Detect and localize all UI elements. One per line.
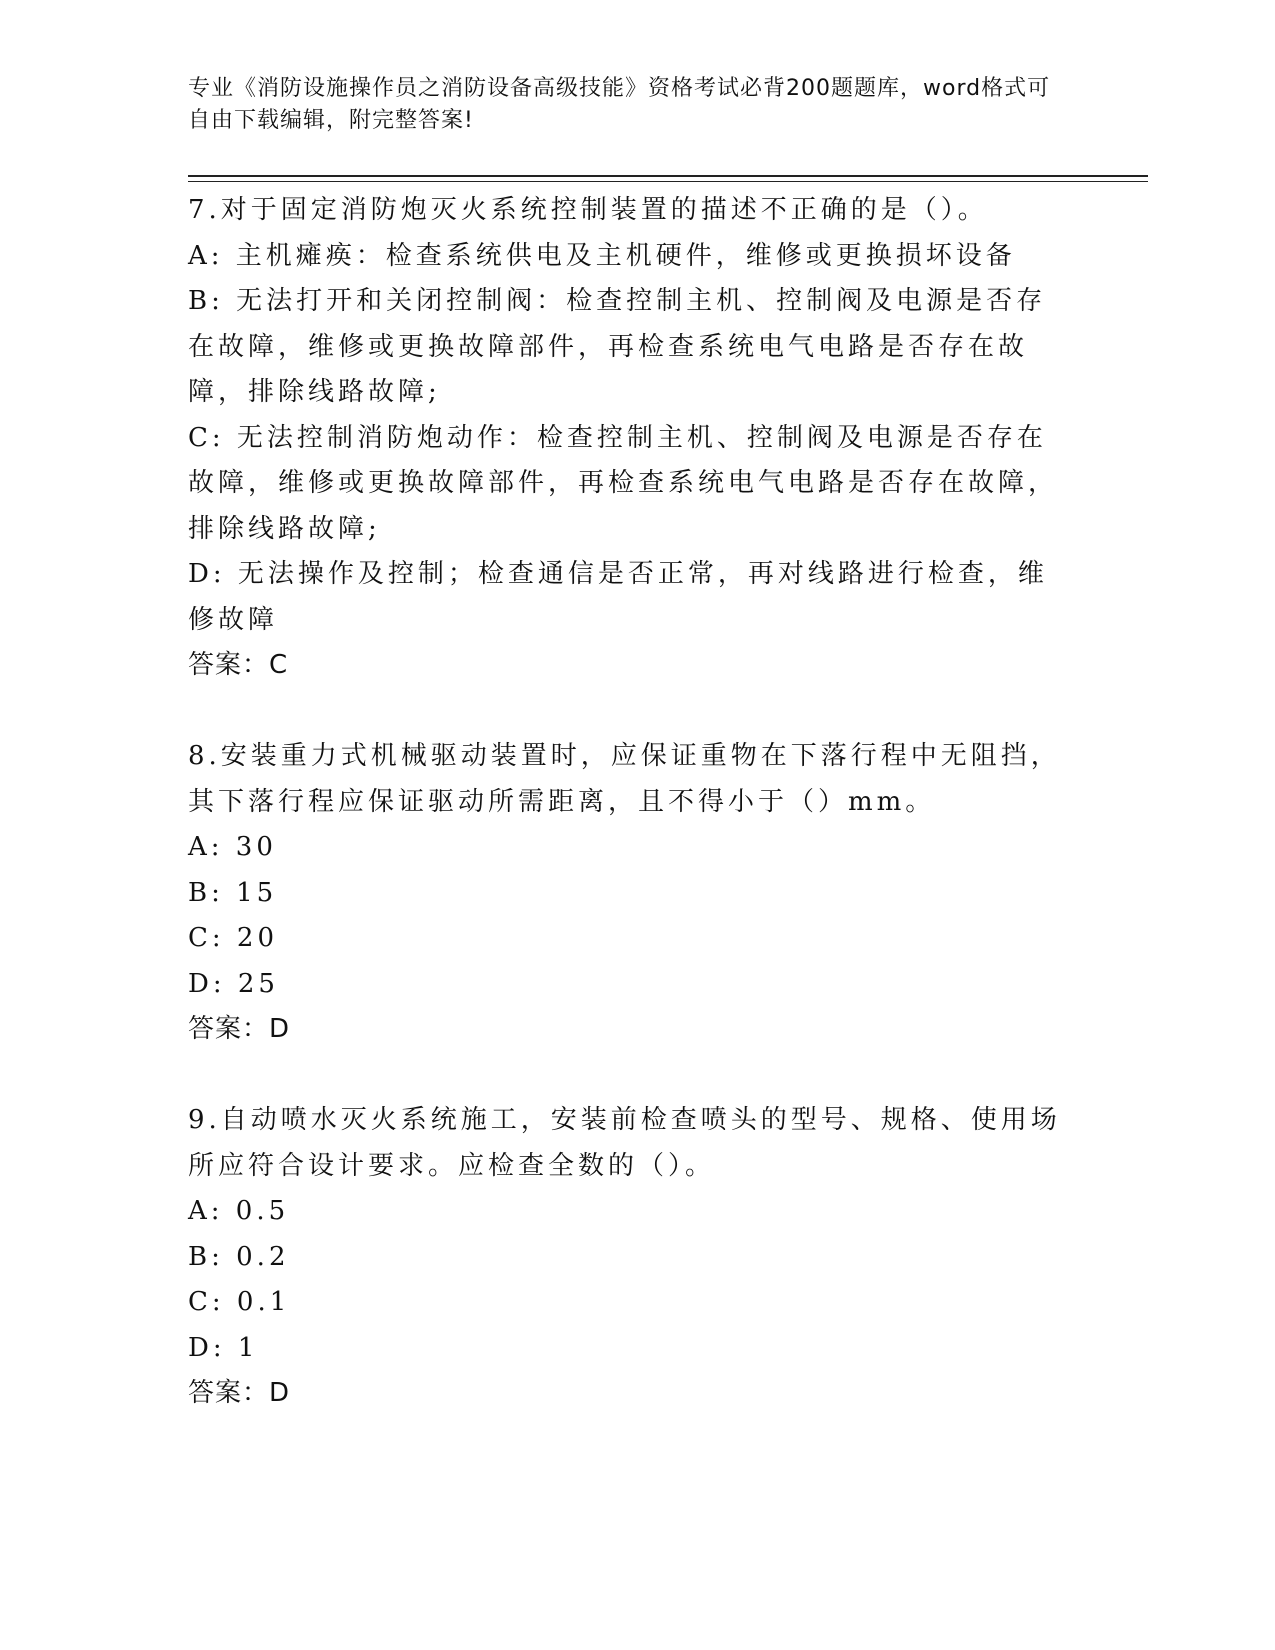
option-d: D: 无法操作及控制；检查通信是否正常，再对线路进行检查，维修故障 [188,559,1048,635]
option-a: A: 0.5 [188,1196,290,1226]
question-stem: 7.对于固定消防炮灭火系统控制装置的描述不正确的是（）。 [188,195,988,225]
question-stem: 8.安装重力式机械驱动装置时，应保证重物在下落行程中无阻挡，其下落行程应保证驱动所需距离，且不得小于（）mm。 [188,741,1061,817]
option-d: D: 1 [188,1332,259,1363]
option-c: C: 0.1 [188,1287,291,1317]
header-divider-thick [188,175,1148,177]
option-c: C: 20 [188,923,279,953]
option-b: B: 无法打开和关闭控制阀：检查控制主机、控制阀及电源是否存在故障，维修或更换故障部件，再检查系统电气电路是否存在故障，排除线路故障; [188,286,1047,407]
question-list [188,188,1068,1417]
spacer [188,689,1068,735]
option-d: D: 25 [188,968,279,999]
option-c: C: 无法控制消防炮动作：检查控制主机、控制阀及电源是否存在故障，维修或更换故障部件，再检查系统电气电路是否存在故障，排除线路故障; [188,422,1059,544]
spacer [188,1053,1068,1099]
option-a: A: 主机瘫痪：检查系统供电及主机硬件，维修或更换损坏设备 [188,240,1016,271]
option-b: B: 15 [188,877,278,908]
option-b: B: 0.2 [188,1241,290,1272]
answer-label: 答案：D [188,1014,291,1044]
question-stem: 9.自动喷水灭火系统施工，安装前检查喷头的型号、规格、使用场所应符合设计要求。应检查全数的（）。 [188,1105,1061,1181]
question-7 [188,188,1068,689]
question-8 [188,734,1068,1053]
answer-label: 答案：D [188,1378,291,1408]
document-header: 专业《消防设施操作员之消防设备高级技能》资格考试必背200题题库，word格式可自由下载编辑，附完整答案! [188,76,1051,133]
option-a: A: 30 [188,832,277,862]
answer-label: 答案：C [188,650,289,680]
question-9 [188,1098,1068,1417]
header-divider-thin [188,181,1148,182]
